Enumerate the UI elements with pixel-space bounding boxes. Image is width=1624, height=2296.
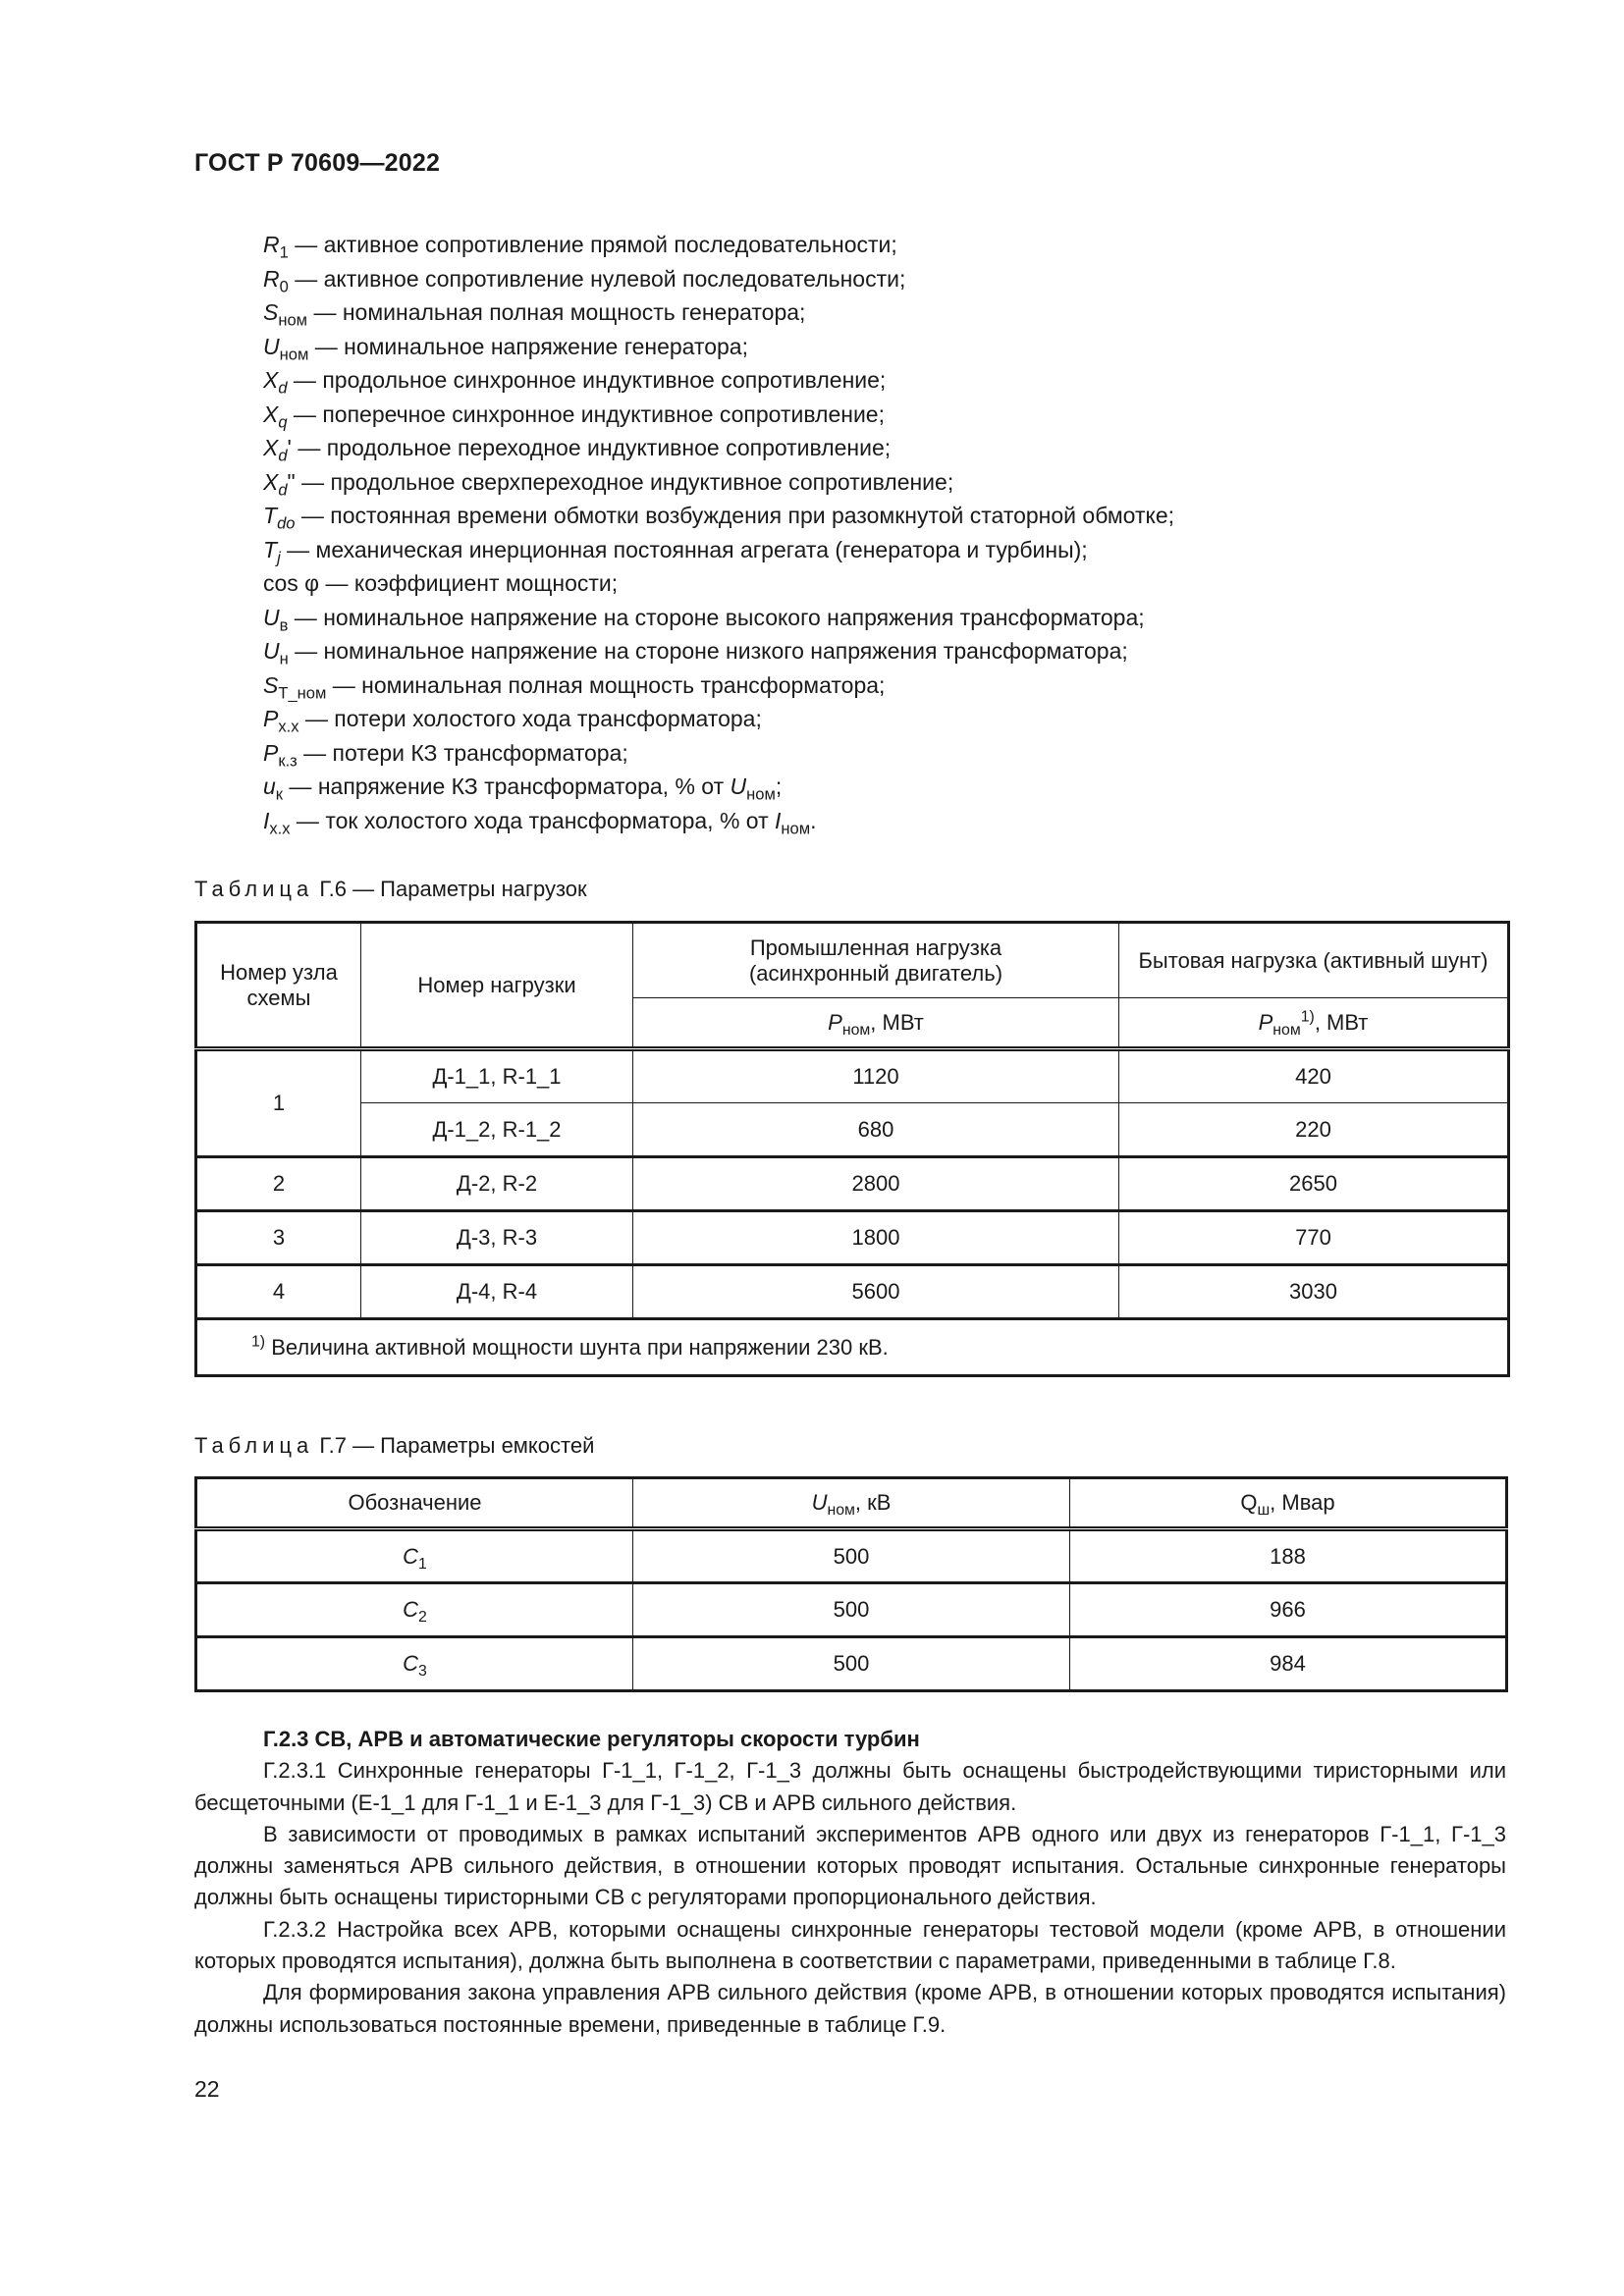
- cell-load: Д-1_1, R-1_1: [361, 1049, 633, 1103]
- definition-item: $X_q$ — поперечное синхронное индуктивное сопротивление;: [263, 400, 885, 431]
- paragraph: Г.2.3.2 Настройка всех АРВ, которыми оснащены синхронные генераторы тестовой модели (кроме АРВ, в отношении которых проводятся испытания), должна быть выполнена в соответствии с параметрами, приведенными в таблице Г.8.: [194, 1916, 1506, 1974]
- header-industrial-power: $P_{ном}$, МВт: [633, 998, 1119, 1049]
- table-row: [196, 1211, 1509, 1265]
- definition-item: $X_d$ — продольное синхронное индуктивное сопротивление;: [263, 367, 887, 398]
- cell-industrial: 5600: [633, 1265, 1119, 1319]
- table-row: [196, 1157, 1509, 1211]
- cell-node: 2: [196, 1157, 361, 1211]
- definition-item: $S_{ном}$ — номинальная полная мощность генератора;: [263, 299, 806, 330]
- cell-designation: $C_2$: [196, 1583, 633, 1637]
- cell-node: 1: [196, 1049, 361, 1157]
- definition-item: $R_0$ — активное сопротивление нулевой последовательности;: [263, 265, 906, 295]
- definition-item: $u_к$ — напряжение КЗ трансформатора, % от $U_{ном}$;: [263, 774, 783, 804]
- cell-voltage: 500: [633, 1583, 1070, 1637]
- definitions-list: [263, 228, 1510, 837]
- page-number: 22: [194, 2076, 220, 2102]
- section-heading: Г.2.3 СВ, АРВ и автоматические регуляторы скорости турбин: [263, 1727, 920, 1751]
- definition-item: $T_{do}$ — постоянная времени обмотки возбуждения при разомкнутой статорной обмотке;: [263, 503, 1175, 533]
- table-word: Таблица: [194, 1433, 314, 1458]
- document-header: ГОСТ Р 70609—2022: [194, 149, 441, 177]
- definition-item: $X_d$" — продольное сверхпереходное индуктивное сопротивление;: [263, 468, 954, 499]
- cell-household: 2650: [1119, 1157, 1509, 1211]
- definition-item: $P_{х.х}$ — потери холостого хода трансформатора;: [263, 706, 762, 736]
- table-row: [196, 1265, 1509, 1319]
- definition-item: $R_1$ — активное сопротивление прямой последовательности;: [263, 232, 897, 262]
- cell-load: Д-4, R-4: [361, 1265, 633, 1319]
- cell-industrial: 680: [633, 1103, 1119, 1157]
- table-g6-loads: [194, 921, 1510, 1377]
- header-reactive-power: $Q_ш$, Мвар: [1070, 1478, 1507, 1529]
- paragraph: Для формирования закона управления АРВ сильного действия (кроме АРВ, в отношении которых проводятся испытания) должны использоваться постоянные времени, приведенные в таблице Г.9.: [194, 1980, 1506, 2037]
- cell-industrial: 1800: [633, 1211, 1119, 1265]
- cell-voltage: 500: [633, 1529, 1070, 1583]
- header-designation: Обозначение: [196, 1478, 633, 1529]
- cell-household: 3030: [1119, 1265, 1509, 1319]
- cell-industrial: 2800: [633, 1157, 1119, 1211]
- table-row: [196, 1583, 1507, 1637]
- table-row: [196, 1103, 1509, 1157]
- definition-item: $U_{ном}$ — номинальное напряжение генератора;: [263, 333, 748, 363]
- header-industrial: Промышленная нагрузка (асинхронный двигатель): [633, 923, 1119, 998]
- table-g7-caption: [194, 1433, 594, 1459]
- cell-reactive-power: 984: [1070, 1637, 1507, 1691]
- cell-household: 220: [1119, 1103, 1509, 1157]
- definition-item: $U_н$ — номинальное напряжение на стороне низкого напряжения трансформатора;: [263, 638, 1128, 668]
- paragraph: Г.2.3.1 Синхронные генераторы Г-1_1, Г-1_2, Г-1_3 должны быть оснащены быстродействующими тиристорными или бесщеточными (Е-1_1 для Г-1_1 и Е-1_3 для Г-1_3) СВ и АРВ сильного действия.: [194, 1758, 1506, 1815]
- cell-load: Д-2, R-2: [361, 1157, 633, 1211]
- table-word: Таблица: [194, 877, 314, 901]
- definition-item: $P_{к.з}$ — потери КЗ трансформатора;: [263, 739, 628, 770]
- cell-reactive-power: 966: [1070, 1583, 1507, 1637]
- table-title: Г.6 — Параметры нагрузок: [313, 877, 587, 901]
- cell-designation: $C_1$: [196, 1529, 633, 1583]
- cell-reactive-power: 188: [1070, 1529, 1507, 1583]
- cell-designation: $C_3$: [196, 1637, 633, 1691]
- table-g6-caption: [194, 877, 587, 902]
- cell-node: 4: [196, 1265, 361, 1319]
- header-voltage: $U_{ном}$, кВ: [633, 1478, 1070, 1529]
- definition-item: $I_{х.х}$ — ток холостого хода трансформатора, % от $I_{ном}$.: [263, 807, 817, 837]
- section-g-2-3: [194, 1724, 1506, 2041]
- table-footnote-row: [196, 1319, 1509, 1376]
- definition-item: $X_d'$ — продольное переходное индуктивное сопротивление;: [263, 435, 892, 465]
- table-g7-capacitances: [194, 1476, 1508, 1692]
- definition-item: $U_в$ — номинальное напряжение на стороне высокого напряжения трансформатора;: [263, 604, 1145, 634]
- header-node: Номер узла схемы: [196, 923, 361, 1049]
- table-title: Г.7 — Параметры емкостей: [313, 1433, 595, 1458]
- cell-industrial: 1120: [633, 1049, 1119, 1103]
- table-footnote: $^{1)}$ Величина активной мощности шунта при напряжении 230 кВ.: [196, 1319, 1509, 1376]
- definition-item: $T_j$ — механическая инерционная постоянная агрегата (генератора и турбины);: [263, 536, 1088, 566]
- cell-household: 770: [1119, 1211, 1509, 1265]
- header-household: Бытовая нагрузка (активный шунт): [1119, 923, 1509, 998]
- paragraph: В зависимости от проводимых в рамках испытаний экспериментов АРВ одного или двух из генераторов Г-1_1, Г-1_3 должны заменяться АРВ сильного действия, в отношении которых проводят испытания. Остальные синхронные генераторы должны быть оснащены тиристорными СВ с регуляторами пропорционального действия.: [194, 1821, 1506, 1910]
- table-row: [196, 1637, 1507, 1691]
- cell-load: Д-3, R-3: [361, 1211, 633, 1265]
- header-load: Номер нагрузки: [361, 923, 633, 1049]
- cell-node: 3: [196, 1211, 361, 1265]
- cell-load: Д-1_2, R-1_2: [361, 1103, 633, 1157]
- definition-item: $S_{Т\_ном}$ — номинальная полная мощность трансформатора;: [263, 671, 886, 702]
- header-household-power: $P_{ном}^{1)}$, МВт: [1119, 998, 1509, 1049]
- table-row: [196, 1529, 1507, 1583]
- cell-household: 420: [1119, 1049, 1509, 1103]
- table-row: [196, 1049, 1509, 1103]
- definition-item: cos φ — коэффициент мощности;: [263, 570, 619, 596]
- cell-voltage: 500: [633, 1637, 1070, 1691]
